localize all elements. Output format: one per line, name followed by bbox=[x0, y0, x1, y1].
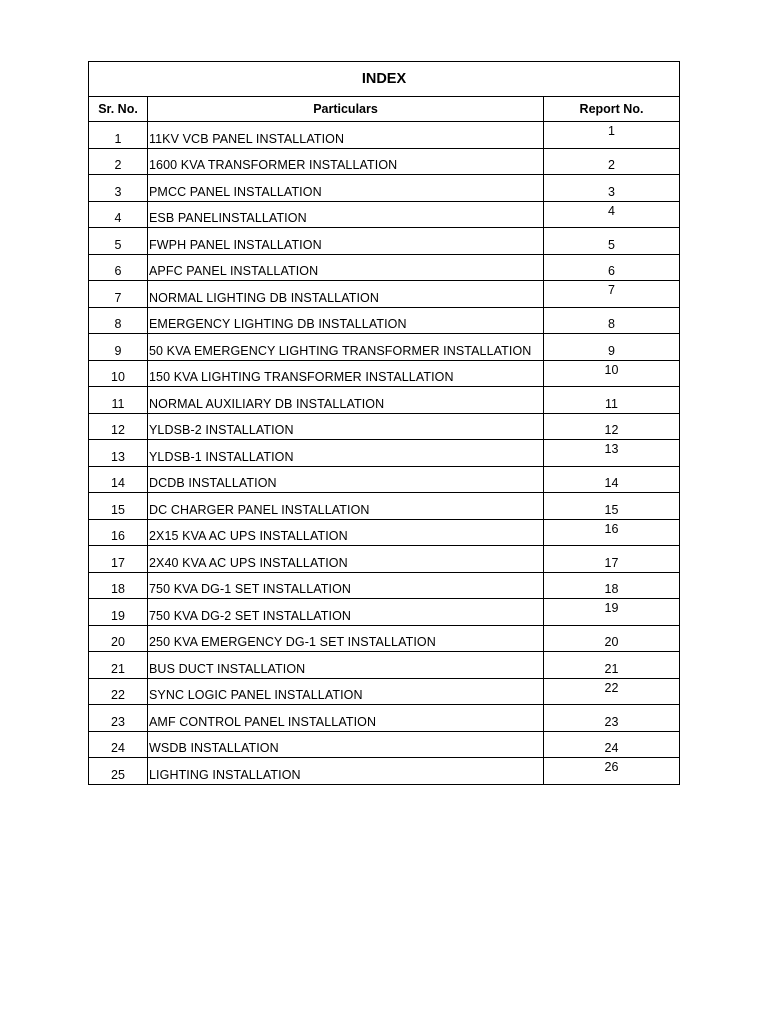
particulars-cell: EMERGENCY LIGHTING DB INSTALLATION bbox=[148, 307, 544, 334]
table-row bbox=[89, 387, 680, 414]
particulars-cell: FWPH PANEL INSTALLATION bbox=[148, 228, 544, 255]
index-body bbox=[89, 122, 680, 785]
particulars-cell: AMF CONTROL PANEL INSTALLATION bbox=[148, 705, 544, 732]
sr-no-cell: 13 bbox=[89, 440, 148, 467]
table-row bbox=[89, 307, 680, 334]
particulars-cell: NORMAL LIGHTING DB INSTALLATION bbox=[148, 281, 544, 308]
table-row bbox=[89, 731, 680, 758]
title-row bbox=[89, 62, 680, 97]
particulars-cell: 50 KVA EMERGENCY LIGHTING TRANSFORMER INSTALLATION bbox=[148, 334, 544, 361]
report-no-cell: 17 bbox=[544, 546, 680, 573]
particulars-cell: DCDB INSTALLATION bbox=[148, 466, 544, 493]
header-row bbox=[89, 97, 680, 122]
report-no-cell: 18 bbox=[544, 572, 680, 599]
sr-no-cell: 5 bbox=[89, 228, 148, 255]
sr-no-cell: 19 bbox=[89, 599, 148, 626]
particulars-cell: ESB PANELINSTALLATION bbox=[148, 201, 544, 228]
sr-no-cell: 15 bbox=[89, 493, 148, 520]
sr-no-cell: 11 bbox=[89, 387, 148, 414]
report-no-cell: 13 bbox=[544, 440, 680, 467]
sr-no-cell: 18 bbox=[89, 572, 148, 599]
report-no-cell: 22 bbox=[544, 678, 680, 705]
table-row bbox=[89, 466, 680, 493]
table-row bbox=[89, 572, 680, 599]
sr-no-cell: 25 bbox=[89, 758, 148, 785]
table-row bbox=[89, 625, 680, 652]
particulars-cell: LIGHTING INSTALLATION bbox=[148, 758, 544, 785]
table-row bbox=[89, 281, 680, 308]
sr-no-cell: 1 bbox=[89, 122, 148, 149]
sr-no-cell: 2 bbox=[89, 148, 148, 175]
particulars-cell: 750 KVA DG-2 SET INSTALLATION bbox=[148, 599, 544, 626]
index-title: INDEX bbox=[89, 62, 680, 97]
table-row bbox=[89, 493, 680, 520]
particulars-cell: PMCC PANEL INSTALLATION bbox=[148, 175, 544, 202]
particulars-cell: 2X15 KVA AC UPS INSTALLATION bbox=[148, 519, 544, 546]
particulars-cell: YLDSB-2 INSTALLATION bbox=[148, 413, 544, 440]
sr-no-cell: 7 bbox=[89, 281, 148, 308]
report-no-cell: 15 bbox=[544, 493, 680, 520]
particulars-cell: 150 KVA LIGHTING TRANSFORMER INSTALLATION bbox=[148, 360, 544, 387]
sr-no-cell: 22 bbox=[89, 678, 148, 705]
report-no-cell: 5 bbox=[544, 228, 680, 255]
table-row bbox=[89, 201, 680, 228]
sr-no-cell: 10 bbox=[89, 360, 148, 387]
sr-no-cell: 23 bbox=[89, 705, 148, 732]
header-particulars: Particulars bbox=[148, 97, 544, 122]
particulars-cell: 750 KVA DG-1 SET INSTALLATION bbox=[148, 572, 544, 599]
report-no-cell: 7 bbox=[544, 281, 680, 308]
report-no-cell: 10 bbox=[544, 360, 680, 387]
sr-no-cell: 9 bbox=[89, 334, 148, 361]
particulars-cell: 250 KVA EMERGENCY DG-1 SET INSTALLATION bbox=[148, 625, 544, 652]
table-row bbox=[89, 599, 680, 626]
table-row bbox=[89, 758, 680, 785]
particulars-cell: 2X40 KVA AC UPS INSTALLATION bbox=[148, 546, 544, 573]
sr-no-cell: 24 bbox=[89, 731, 148, 758]
header-report-no: Report No. bbox=[544, 97, 680, 122]
sr-no-cell: 14 bbox=[89, 466, 148, 493]
sr-no-cell: 12 bbox=[89, 413, 148, 440]
sr-no-cell: 3 bbox=[89, 175, 148, 202]
table-row bbox=[89, 254, 680, 281]
sr-no-cell: 8 bbox=[89, 307, 148, 334]
report-no-cell: 9 bbox=[544, 334, 680, 361]
table-row bbox=[89, 413, 680, 440]
table-row bbox=[89, 652, 680, 679]
report-no-cell: 14 bbox=[544, 466, 680, 493]
table-row bbox=[89, 175, 680, 202]
sr-no-cell: 16 bbox=[89, 519, 148, 546]
particulars-cell: DC CHARGER PANEL INSTALLATION bbox=[148, 493, 544, 520]
sr-no-cell: 20 bbox=[89, 625, 148, 652]
particulars-cell: SYNC LOGIC PANEL INSTALLATION bbox=[148, 678, 544, 705]
table-row bbox=[89, 228, 680, 255]
particulars-cell: YLDSB-1 INSTALLATION bbox=[148, 440, 544, 467]
table-row bbox=[89, 440, 680, 467]
sr-no-cell: 4 bbox=[89, 201, 148, 228]
report-no-cell: 23 bbox=[544, 705, 680, 732]
report-no-cell: 21 bbox=[544, 652, 680, 679]
report-no-cell: 8 bbox=[544, 307, 680, 334]
particulars-cell: NORMAL AUXILIARY DB INSTALLATION bbox=[148, 387, 544, 414]
report-no-cell: 26 bbox=[544, 758, 680, 785]
report-no-cell: 12 bbox=[544, 413, 680, 440]
sr-no-cell: 21 bbox=[89, 652, 148, 679]
particulars-cell: BUS DUCT INSTALLATION bbox=[148, 652, 544, 679]
table-row bbox=[89, 148, 680, 175]
report-no-cell: 16 bbox=[544, 519, 680, 546]
table-row bbox=[89, 678, 680, 705]
report-no-cell: 20 bbox=[544, 625, 680, 652]
index-table bbox=[88, 61, 680, 785]
table-row bbox=[89, 122, 680, 149]
table-row bbox=[89, 546, 680, 573]
report-no-cell: 19 bbox=[544, 599, 680, 626]
report-no-cell: 4 bbox=[544, 201, 680, 228]
sr-no-cell: 6 bbox=[89, 254, 148, 281]
table-row bbox=[89, 519, 680, 546]
particulars-cell: 11KV VCB PANEL INSTALLATION bbox=[148, 122, 544, 149]
particulars-cell: 1600 KVA TRANSFORMER INSTALLATION bbox=[148, 148, 544, 175]
index-sheet bbox=[88, 61, 679, 785]
particulars-cell: APFC PANEL INSTALLATION bbox=[148, 254, 544, 281]
report-no-cell: 11 bbox=[544, 387, 680, 414]
table-row bbox=[89, 360, 680, 387]
particulars-cell: WSDB INSTALLATION bbox=[148, 731, 544, 758]
sr-no-cell: 17 bbox=[89, 546, 148, 573]
table-row bbox=[89, 334, 680, 361]
table-row bbox=[89, 705, 680, 732]
report-no-cell: 2 bbox=[544, 148, 680, 175]
report-no-cell: 1 bbox=[544, 122, 680, 149]
report-no-cell: 6 bbox=[544, 254, 680, 281]
report-no-cell: 24 bbox=[544, 731, 680, 758]
report-no-cell: 3 bbox=[544, 175, 680, 202]
header-sr-no: Sr. No. bbox=[89, 97, 148, 122]
